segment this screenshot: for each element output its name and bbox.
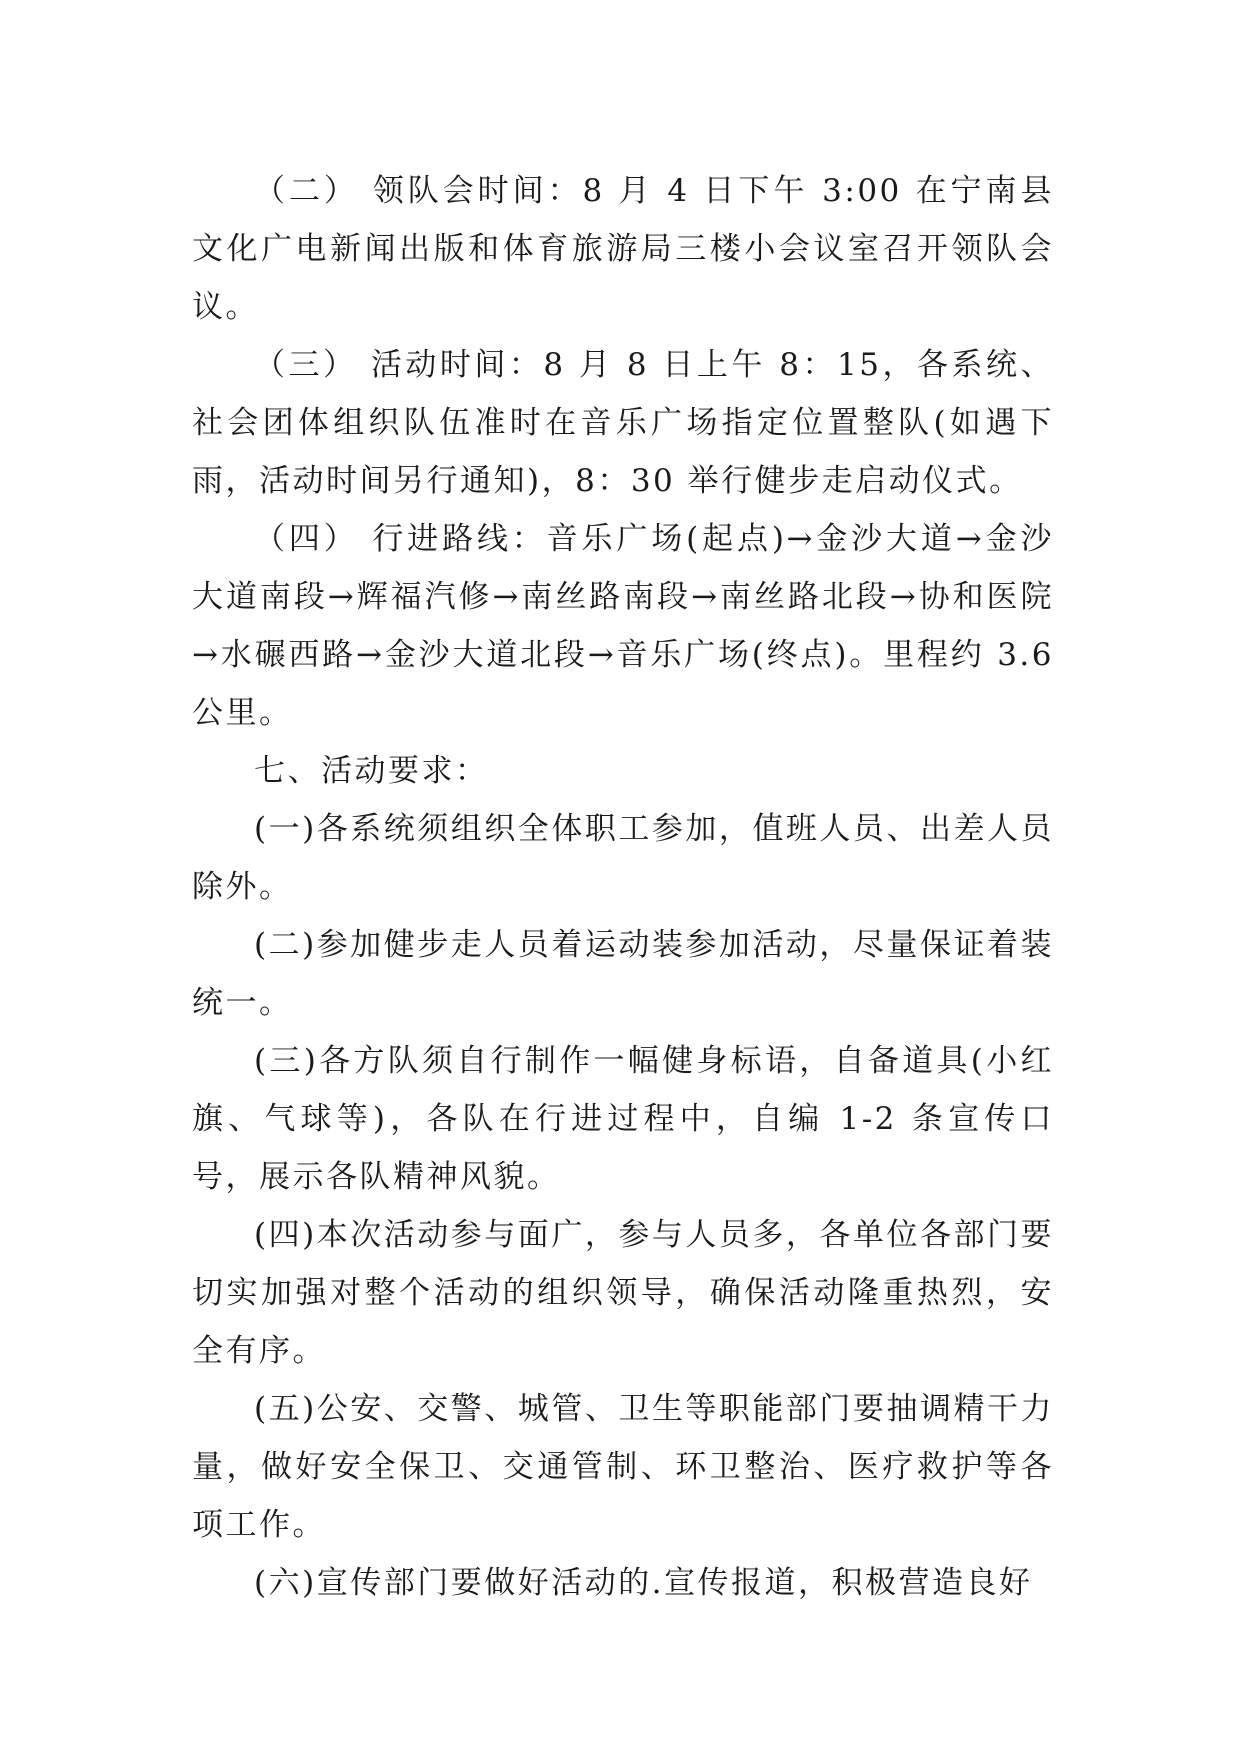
paragraph-requirement-4: (四)本次活动参与面广，参与人员多，各单位各部门要切实加强对整个活动的组织领导，确保活动隆重热烈，安全有序。 [192, 1217, 1054, 1369]
paragraph-requirement-1: (一)各系统须组织全体职工参加，值班人员、出差人员除外。 [192, 811, 1054, 905]
paragraph-requirement-2: (二)参加健步走人员着运动装参加活动，尽量保证着装统一。 [192, 927, 1054, 1021]
paragraph-route: （四） 行进路线：音乐广场(起点)→金沙大道→金沙大道南段→辉福汽修→南丝路南段→南丝路北段→协和医院→水碾西路→金沙大道北段→音乐广场(终点)。里程约 3.6 公里。 [192, 521, 1054, 731]
paragraph-requirement-6: (六)宣传部门要做好活动的.宣传报道，积极营造良好 [254, 1565, 1033, 1601]
paragraph-requirement-5: (五)公安、交警、城管、卫生等职能部门要抽调精干力量，做好安全保卫、交通管制、环卫整治、医疗救护等各项工作。 [192, 1391, 1054, 1543]
paragraph-requirement-3: (三)各方队须自行制作一幅健身标语，自备道具(小红旗、气球等)，各队在行进过程中，自编 1-2 条宣传口号，展示各队精神风貌。 [192, 1043, 1054, 1195]
paragraph-leader-meeting-time: （二） 领队会时间：8 月 4 日下午 3:00 在宁南县文化广电新闻出版和体育旅游局三楼小会议室召开领队会议。 [192, 173, 1054, 325]
paragraph-activity-time: （三） 活动时间：8 月 8 日上午 8：15，各系统、社会团体组织队伍准时在音乐广场指定位置整队(如遇下雨，活动时间另行通知)，8：30 举行健步走启动仪式。 [192, 347, 1054, 499]
section-heading-requirements: 七、活动要求： [254, 753, 489, 789]
document-body [192, 162, 1054, 1612]
